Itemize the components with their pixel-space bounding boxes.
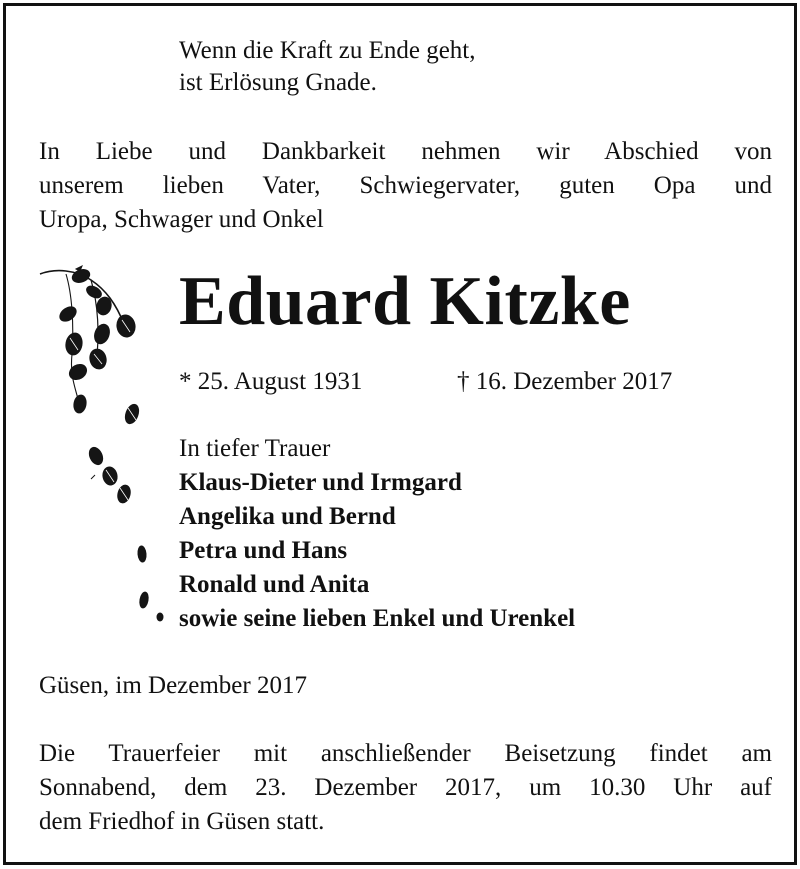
death-date: † 16. Dezember 2017 <box>457 368 673 395</box>
mourner-name: Ronald und Anita <box>179 571 370 598</box>
funeral-line-3: dem Friedhof in Güsen statt. <box>39 808 325 835</box>
mourner-name: Klaus-Dieter und Irmgard <box>179 469 462 496</box>
intro-line-2: unserem lieben Vater, Schwiegervater, guten Opa und <box>39 172 772 199</box>
obituary-frame <box>3 3 797 865</box>
intro-line-3: Uropa, Schwager und Onkel <box>39 206 324 233</box>
deceased-name: Eduard Kitzke <box>179 263 631 340</box>
motto-line-1: Wenn die Kraft zu Ende geht, <box>179 37 476 64</box>
mourner-name: Petra und Hans <box>179 537 348 564</box>
mourner-name: sowie seine lieben Enkel und Urenkel <box>179 605 576 632</box>
funeral-line-1: Die Trauerfeier mit anschließender Beisetzung findet am <box>39 740 772 767</box>
birch-leaves-icon <box>36 264 166 634</box>
place-date: Güsen, im Dezember 2017 <box>39 672 307 699</box>
birth-date: * 25. August 1931 <box>179 368 363 395</box>
motto-line-2: ist Erlösung Gnade. <box>179 69 377 96</box>
intro-line-1: In Liebe und Dankbarkeit nehmen wir Abschied von <box>39 138 772 165</box>
mourners-intro: In tiefer Trauer <box>179 435 331 462</box>
funeral-line-2: Sonnabend, dem 23. Dezember 2017, um 10.30 Uhr auf <box>39 774 772 801</box>
mourner-name: Angelika und Bernd <box>179 503 396 530</box>
